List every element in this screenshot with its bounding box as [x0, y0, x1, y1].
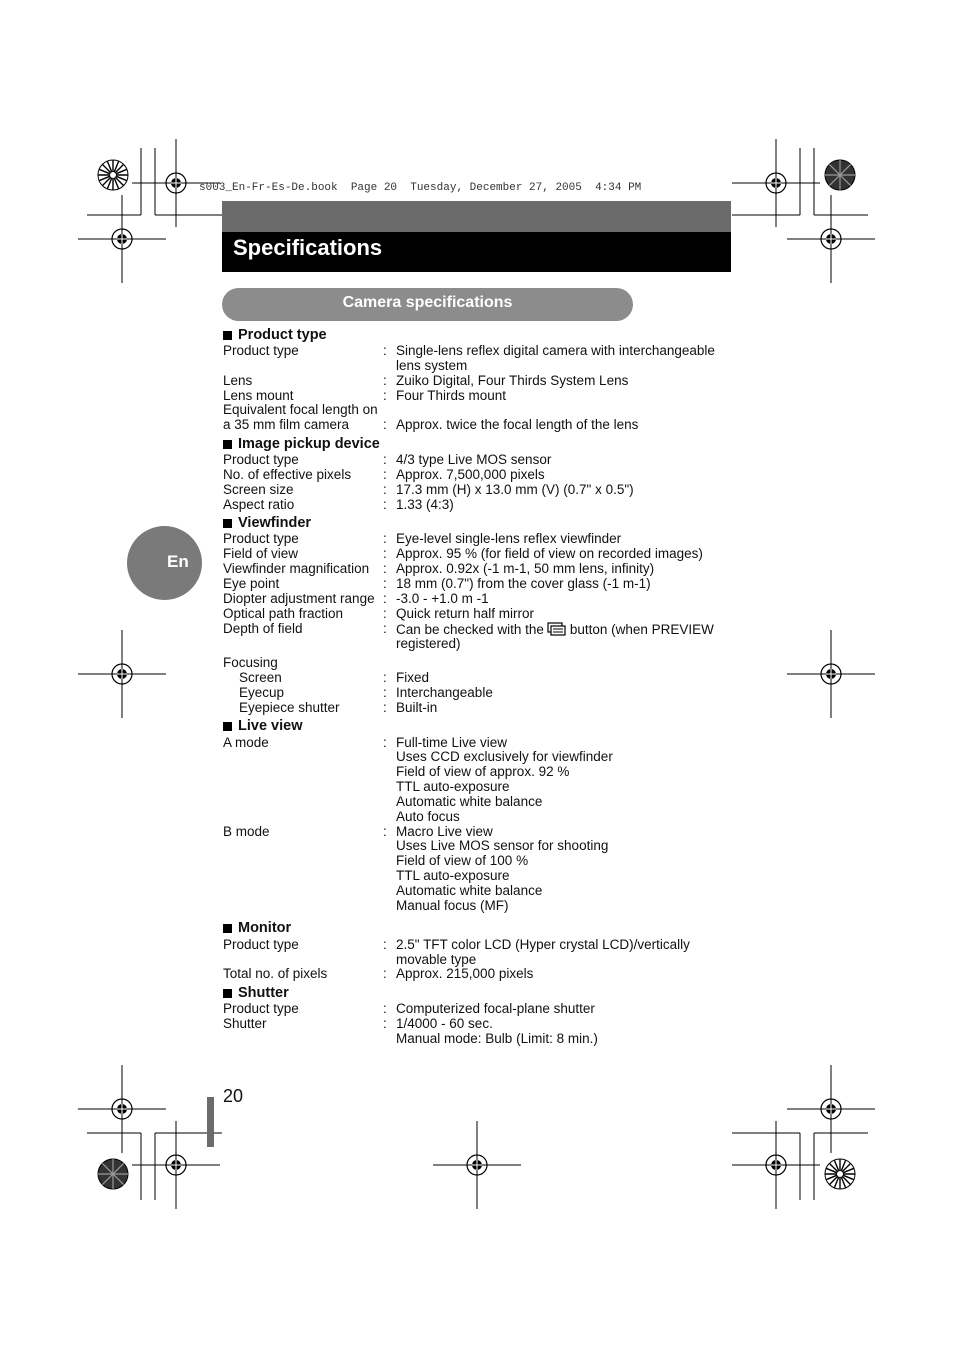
- spec-value: 17.3 mm (H) x 13.0 mm (V) (0.7" x 0.5"): [396, 481, 634, 497]
- spec-value: 1.33 (4:3): [396, 496, 454, 512]
- section-heading-image-pickup: Image pickup device: [223, 435, 733, 453]
- spec-label: Diopter adjustment range: [223, 590, 375, 606]
- spec-label: Focusing: [223, 655, 278, 671]
- spec-row: Total no. of pixels : Approx. 215,000 pixels: [223, 967, 733, 982]
- spec-value: 2.5" TFT color LCD (Hyper crystal LCD)/vertically movable type: [396, 936, 690, 967]
- spec-row: Field of view : Approx. 95 % (for field of view on recorded images): [223, 547, 733, 562]
- print-info-line: s003_En-Fr-Es-De.book Page 20 Tuesday, December 27, 2005 4:34 PM: [199, 182, 642, 194]
- spec-label: Eyecup: [239, 684, 285, 700]
- spec-value: Approx. 95 % (for field of view on recorded images): [396, 546, 703, 562]
- spec-row: Viewfinder magnification : Approx. 0.92x (-1 m-1, 50 mm lens, infinity): [223, 562, 733, 577]
- spec-label: Product type: [223, 1001, 299, 1017]
- language-tab-label: En: [167, 552, 189, 571]
- spec-row: Product type : Computerized focal-plane shutter: [223, 1002, 733, 1017]
- spec-label: Shutter: [223, 1016, 267, 1032]
- section-heading-viewfinder: Viewfinder: [223, 514, 733, 532]
- spec-row: Product type : Eye-level single-lens reflex viewfinder: [223, 532, 733, 547]
- section-heading-product-type: Product type: [223, 326, 733, 344]
- spec-value: Zuiko Digital, Four Thirds System Lens: [396, 372, 629, 388]
- spec-value: Interchangeable: [396, 684, 493, 700]
- spec-row: [223, 656, 733, 671]
- section-heading-shutter: Shutter: [223, 984, 733, 1002]
- language-tab: [127, 526, 202, 600]
- spec-value: Four Thirds mount: [396, 387, 507, 403]
- spec-row: Screen size : 17.3 mm (H) x 13.0 mm (V) (0.7" x 0.5"): [223, 483, 733, 498]
- spec-label: A mode: [223, 734, 269, 750]
- spec-value: Approx. 0.92x (-1 m-1, 50 mm lens, infinity): [396, 561, 655, 577]
- spec-label: Product type: [223, 531, 299, 547]
- spec-value: 18 mm (0.7") from the cover glass (-1 m-1): [396, 575, 651, 591]
- spec-label: Lens mount: [223, 387, 294, 403]
- spec-label: Equivalent focal length on: [223, 402, 378, 418]
- spec-label: Aspect ratio: [223, 496, 295, 512]
- spec-row: Product type : Single-lens reflex digital camera with interchangeable lens system: [223, 344, 733, 374]
- spec-row: Eye point : 18 mm (0.7") from the cover glass (-1 m-1): [223, 577, 733, 592]
- spec-value: 4/3 type Live MOS sensor: [396, 452, 552, 468]
- spec-label: Product type: [223, 452, 299, 468]
- spec-value: Single-lens reflex digital camera with interchangeable lens system: [396, 343, 715, 373]
- spec-value: -3.0 - +1.0 m -1: [396, 590, 489, 606]
- section-heading-monitor: Monitor: [223, 920, 733, 938]
- spec-value: 1/4000 - 60 sec. Manual mode: Bulb (Limit: 8 min.): [396, 1016, 598, 1046]
- spec-row: Eyepiece shutter : Built-in: [223, 701, 733, 716]
- spec-label: Product type: [223, 936, 299, 952]
- page-title: Specifications: [233, 235, 383, 260]
- page-number-bar: [207, 1097, 214, 1147]
- spec-value: Approx. 215,000 pixels: [396, 966, 534, 982]
- spec-label: Viewfinder magnification: [223, 561, 370, 577]
- bullet-square-icon: [223, 331, 232, 340]
- spec-row: B mode : Macro Live view Uses Live MOS sensor for shooting Field of view of 100 % TTL auto-exposure Automatic white balance Manual focus (MF): [223, 825, 733, 914]
- spec-value: Built-in: [396, 699, 438, 715]
- spec-value: Quick return half mirror: [396, 605, 535, 621]
- spec-row: Product type : 2.5" TFT color LCD (Hyper crystal LCD)/vertically movable type: [223, 938, 733, 968]
- spec-value: Macro Live view Uses Live MOS sensor for shooting Field of view of 100 % TTL auto-exposure Automatic white balance Manual focus (MF): [396, 823, 609, 913]
- spec-row: Shutter : 1/4000 - 60 sec. Manual mode: Bulb (Limit: 8 min.): [223, 1017, 733, 1047]
- spec-row: Optical path fraction : Quick return half mirror: [223, 607, 733, 622]
- spec-row: Eyecup : Interchangeable: [223, 686, 733, 701]
- spec-label: Depth of field: [223, 620, 303, 636]
- preview-button-icon: [547, 622, 567, 636]
- spec-value: Full-time Live view Uses CCD exclusively for viewfinder Field of view of approx. 92 % TTL auto-exposure Automatic white balance Auto focus: [396, 734, 613, 824]
- bullet-square-icon: [223, 924, 232, 933]
- spec-label: Screen size: [223, 481, 294, 497]
- spec-label: Product type: [223, 343, 299, 358]
- bullet-square-icon: [223, 989, 232, 998]
- section-pill: Camera specifications: [222, 288, 633, 321]
- spec-label: Total no. of pixels: [223, 966, 328, 982]
- spec-row: Lens mount : Four Thirds mount: [223, 389, 733, 404]
- spec-value: Eye-level single-lens reflex viewfinder: [396, 531, 622, 547]
- spec-label: Eye point: [223, 575, 280, 591]
- section-heading-live-view: Live view: [223, 718, 733, 736]
- spec-label: Field of view: [223, 546, 299, 562]
- spec-value: Fixed: [396, 670, 430, 686]
- spec-list: [223, 324, 733, 1047]
- spec-label: Optical path fraction: [223, 605, 344, 621]
- spec-row: Aspect ratio : 1.33 (4:3): [223, 498, 733, 513]
- title-band: [222, 232, 731, 272]
- bullet-square-icon: [223, 722, 232, 731]
- spec-row: a 35 mm film camera : Approx. twice the focal length of the lens: [223, 418, 733, 433]
- spec-value: Computerized focal-plane shutter: [396, 1001, 595, 1017]
- spec-row: Lens : Zuiko Digital, Four Thirds System Lens: [223, 374, 733, 389]
- spec-row: Depth of field : Can be checked with the button (when PREVIEW registered): [223, 622, 733, 653]
- spec-row: Diopter adjustment range : -3.0 - +1.0 m -1: [223, 592, 733, 607]
- bullet-square-icon: [223, 440, 232, 449]
- spec-label: Eyepiece shutter: [239, 699, 340, 715]
- bullet-square-icon: [223, 519, 232, 528]
- spec-row: [223, 403, 733, 418]
- spec-label: Lens: [223, 372, 253, 388]
- spec-value: Approx. twice the focal length of the lens: [396, 417, 639, 433]
- spec-row: No. of effective pixels : Approx. 7,500,000 pixels: [223, 468, 733, 483]
- spec-row: Product type : 4/3 type Live MOS sensor: [223, 453, 733, 468]
- title-band-top: [222, 201, 731, 232]
- spec-value: Approx. 7,500,000 pixels: [396, 466, 545, 482]
- spec-label: No. of effective pixels: [223, 466, 352, 482]
- page-number: 20: [223, 1086, 244, 1106]
- spec-value: Can be checked with the button (when PREVIEW registered): [396, 621, 714, 652]
- spec-label: B mode: [223, 823, 270, 839]
- spec-label: Screen: [239, 670, 282, 686]
- spec-row: Screen : Fixed: [223, 671, 733, 686]
- spec-row: A mode : Full-time Live view Uses CCD exclusively for viewfinder Field of view of approx. 92 % TTL auto-exposure Automatic white balance Auto focus: [223, 736, 733, 825]
- spec-label: a 35 mm film camera: [223, 417, 350, 433]
